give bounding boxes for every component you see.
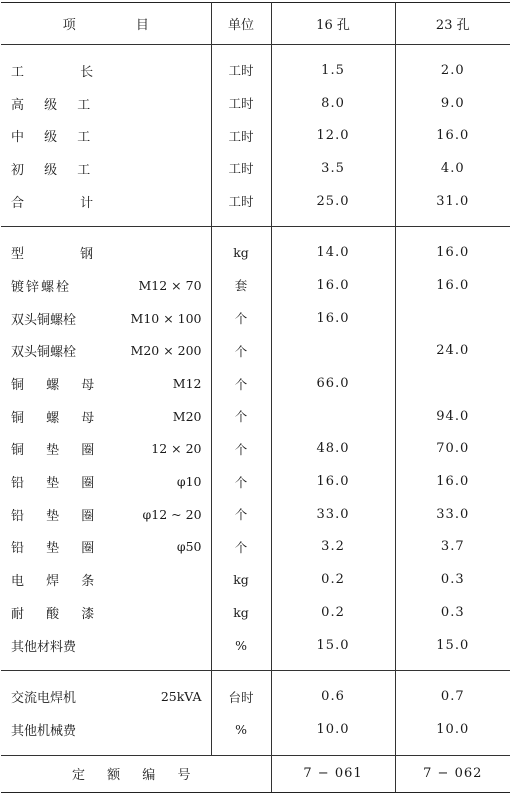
row-value-16	[271, 335, 395, 368]
quota-number-23: 7 − 062	[395, 755, 510, 792]
row-name: 中 级 工	[11, 130, 99, 146]
row-value-23: 33.0	[395, 498, 510, 531]
row-value-23: 0.7	[395, 680, 510, 713]
table-row	[1, 302, 510, 335]
table-row	[1, 596, 510, 629]
row-value-23: 16.0	[395, 465, 510, 498]
row-value-16: 14.0	[271, 236, 395, 269]
quota-number-16: 7 − 061	[271, 755, 395, 792]
table-row	[1, 185, 510, 218]
row-unit: 个	[211, 335, 271, 368]
row-spec	[110, 236, 211, 269]
row-spec	[110, 185, 211, 218]
row-value-23: 16.0	[395, 269, 510, 302]
row-name: 铅 垫 圈	[11, 508, 104, 524]
row-name: 铅 垫 圈	[11, 476, 104, 492]
table-row	[1, 680, 510, 713]
row-name: 铜 螺 母	[11, 378, 104, 394]
row-spec	[110, 713, 211, 746]
row-value-16: 48.0	[271, 433, 395, 466]
table-row	[1, 433, 510, 466]
row-spec: M20 × 200	[130, 343, 202, 359]
header-16-holes: 16 孔	[271, 3, 395, 45]
row-unit: 个	[211, 367, 271, 400]
row-unit: kg	[211, 563, 271, 596]
table-row	[1, 713, 510, 746]
quota-table	[1, 2, 510, 793]
row-value-16: 33.0	[271, 498, 395, 531]
row-unit: 台时	[211, 680, 271, 713]
row-unit: 工时	[211, 119, 271, 152]
row-unit: 个	[211, 465, 271, 498]
row-name: 电 焊 条	[11, 574, 104, 590]
row-spec: φ10	[176, 474, 202, 490]
row-name: 型 钢	[11, 247, 120, 263]
row-value-16: 66.0	[271, 367, 395, 400]
row-value-16: 16.0	[271, 465, 395, 498]
row-name: 双头铜螺栓	[11, 345, 77, 361]
row-spec	[110, 596, 211, 629]
quota-number-label: 定 额 编 号	[1, 755, 271, 792]
row-value-16: 16.0	[271, 269, 395, 302]
row-value-16: 10.0	[271, 713, 395, 746]
table-row	[1, 629, 510, 662]
row-spec	[110, 629, 211, 662]
row-value-23: 10.0	[395, 713, 510, 746]
row-value-23	[395, 367, 510, 400]
row-value-16: 3.5	[271, 152, 395, 185]
row-unit: 个	[211, 433, 271, 466]
row-value-23	[395, 302, 510, 335]
row-value-23: 0.3	[395, 563, 510, 596]
row-value-23: 0.3	[395, 596, 510, 629]
row-value-23: 15.0	[395, 629, 510, 662]
row-spec: M20	[172, 408, 202, 424]
table-row	[1, 54, 510, 87]
row-unit: 工时	[211, 87, 271, 120]
row-name: 初 级 工	[11, 162, 99, 178]
row-unit: 套	[211, 269, 271, 302]
row-unit: 工时	[211, 185, 271, 218]
row-value-16: 0.6	[271, 680, 395, 713]
row-spec: M10 × 100	[130, 310, 202, 326]
table-row	[1, 87, 510, 120]
row-value-23: 3.7	[395, 531, 510, 564]
row-spec	[110, 563, 211, 596]
row-unit: 工时	[211, 54, 271, 87]
row-value-16: 25.0	[271, 185, 395, 218]
table-row	[1, 269, 510, 302]
row-value-23: 2.0	[395, 54, 510, 87]
table-header	[1, 3, 510, 45]
table-row	[1, 119, 510, 152]
row-value-23: 31.0	[395, 185, 510, 218]
row-name: 铜 垫 圈	[11, 443, 104, 459]
row-spec: M12 × 70	[138, 277, 202, 293]
row-unit: 工时	[211, 152, 271, 185]
row-value-16: 15.0	[271, 629, 395, 662]
table-row	[1, 498, 510, 531]
row-value-23: 16.0	[395, 119, 510, 152]
row-value-16: 0.2	[271, 563, 395, 596]
table-row	[1, 465, 510, 498]
row-unit: 个	[211, 302, 271, 335]
row-spec	[110, 119, 211, 152]
header-23-holes: 23 孔	[395, 3, 510, 45]
row-spec: φ12 ~ 20	[142, 506, 202, 522]
table-row	[1, 563, 510, 596]
row-name: 铅 垫 圈	[11, 541, 104, 557]
row-name: 耐 酸 漆	[11, 606, 104, 622]
table-row	[1, 400, 510, 433]
row-value-23: 16.0	[395, 236, 510, 269]
row-spec	[110, 87, 211, 120]
table-row	[1, 531, 510, 564]
table-row	[1, 152, 510, 185]
table-row	[1, 367, 510, 400]
row-name: 铜 螺 母	[11, 410, 104, 426]
row-unit: 个	[211, 400, 271, 433]
row-value-16	[271, 400, 395, 433]
row-name: 合 计	[11, 195, 120, 211]
table-footer	[1, 755, 510, 792]
row-value-23: 70.0	[395, 433, 510, 466]
row-unit: %	[211, 629, 271, 662]
table-row	[1, 236, 510, 269]
row-unit: 个	[211, 498, 271, 531]
row-unit: %	[211, 713, 271, 746]
header-unit: 单位	[211, 3, 271, 45]
row-value-16: 16.0	[271, 302, 395, 335]
table-body	[1, 45, 510, 756]
row-value-16: 0.2	[271, 596, 395, 629]
row-unit: kg	[211, 236, 271, 269]
table-row	[1, 335, 510, 368]
row-value-16: 3.2	[271, 531, 395, 564]
row-spec: φ50	[176, 539, 202, 555]
row-value-23: 9.0	[395, 87, 510, 120]
row-value-23: 4.0	[395, 152, 510, 185]
row-unit: kg	[211, 596, 271, 629]
row-name: 其他机械费	[11, 723, 77, 739]
row-name: 镀锌螺栓	[11, 279, 72, 295]
row-name: 工 长	[11, 64, 120, 80]
row-value-16: 12.0	[271, 119, 395, 152]
row-spec: M12	[172, 376, 202, 392]
row-value-23: 94.0	[395, 400, 510, 433]
row-name: 其他材料费	[11, 639, 77, 655]
row-value-16: 8.0	[271, 87, 395, 120]
row-value-23: 24.0	[395, 335, 510, 368]
row-name: 高 级 工	[11, 97, 99, 113]
row-unit: 个	[211, 531, 271, 564]
row-name: 交流电焊机	[11, 691, 77, 707]
header-item: 项 目	[1, 3, 211, 45]
row-spec	[110, 152, 211, 185]
row-spec: 25kVA	[160, 689, 202, 705]
row-name: 双头铜螺栓	[11, 312, 77, 328]
row-value-16: 1.5	[271, 54, 395, 87]
row-spec: 12 × 20	[151, 441, 202, 457]
row-spec	[110, 54, 211, 87]
